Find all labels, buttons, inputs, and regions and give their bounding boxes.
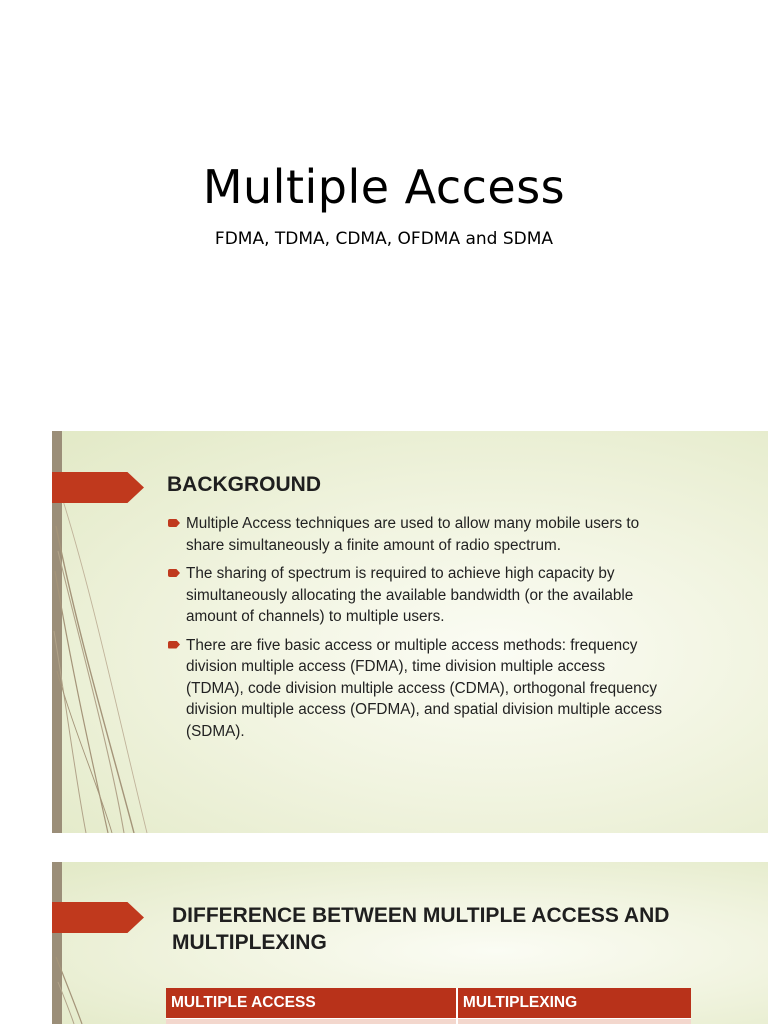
- arrow-bullet-icon: [168, 569, 180, 577]
- difference-slide: [52, 862, 768, 1024]
- bullet-item: [166, 635, 666, 743]
- presentation-title: Multiple Access: [202, 160, 566, 214]
- bullet-item: [166, 513, 666, 556]
- slide-heading: DIFFERENCE BETWEEN MULTIPLE ACCESS AND MULTIPLEXING: [172, 904, 670, 954]
- table-row: [166, 1019, 691, 1024]
- arrow-bullet-icon: [168, 641, 180, 649]
- arrow-bullet-icon: [168, 519, 180, 527]
- presentation-subtitle: FDMA, TDMA, CDMA, OFDMA and SDMA: [214, 229, 554, 249]
- bullet-text: There are five basic access or multiple access methods: frequency division multiple access (FDMA), time division multiple access (TDMA), code division multiple access (CDMA), orthogonal frequency division multiple access (OFDMA), and spatial division multiple access (SDMA).: [186, 636, 663, 740]
- table-header-multiple-access: MULTIPLE ACCESS: [166, 988, 457, 1019]
- table-header-multiplexing: MULTIPLEXING: [457, 988, 691, 1019]
- comparison-table: [166, 988, 691, 1024]
- bullet-item: [166, 563, 666, 628]
- table-cell: [166, 1019, 457, 1024]
- bullet-list: [166, 513, 666, 749]
- slide-tag-shape: [52, 472, 144, 503]
- slide-heading: BACKGROUND: [167, 473, 321, 496]
- background-slide: [52, 431, 768, 833]
- slide-tag-shape: [52, 902, 144, 933]
- title-slide: [0, 0, 768, 400]
- table-cell: [457, 1019, 691, 1024]
- bullet-text: The sharing of spectrum is required to achieve high capacity by simultaneously allocating the available bandwidth (or the available amount of channels) to multiple users.: [186, 565, 634, 625]
- bullet-text: Multiple Access techniques are used to allow many mobile users to share simultaneously a finite amount of radio spectrum.: [186, 515, 640, 554]
